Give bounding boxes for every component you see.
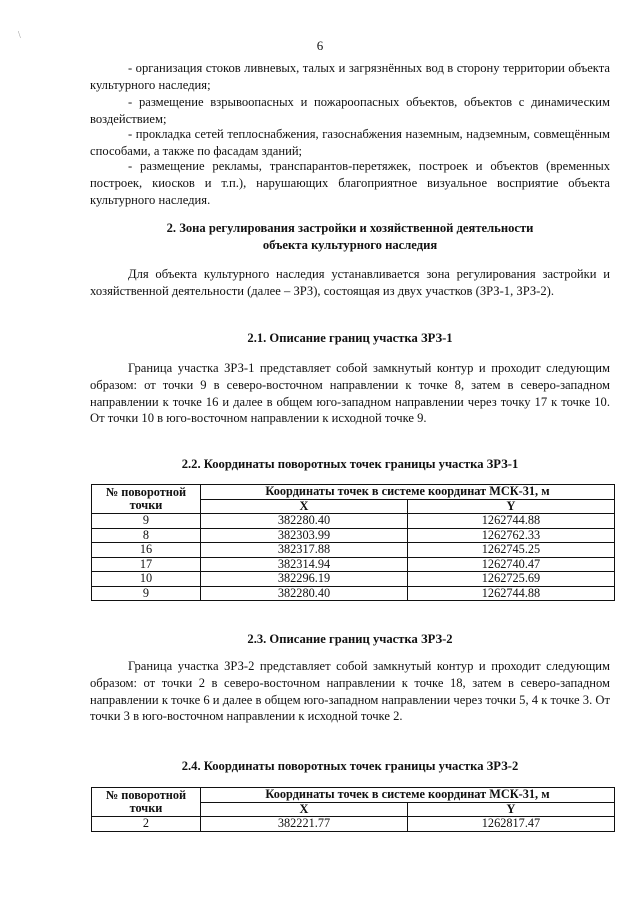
scan-mark: \: [18, 30, 21, 41]
section-2-4-title: 2.4. Координаты поворотных точек границы участка ЗРЗ-2: [181, 759, 519, 773]
y-coordinate-cell: 1262725.69: [408, 572, 615, 587]
point-number-cell: 9: [92, 586, 201, 601]
bullet-paragraph-3: - прокладка сетей теплоснабжения, газоснабжения наземным, надземным, совмещённым способами, а также по фасадам зданий;: [90, 127, 610, 158]
point-number-cell: 9: [92, 514, 201, 529]
header-x: X: [201, 802, 408, 817]
section-2-3-text: Граница участка ЗРЗ-2 представляет собой замкнутый контур и проходит следующим образом: от точки 2 в северо-восточном направлении к точке 18, затем в северо-западном направлении к точке 6 и далее в общем юго-западном направлении через точки 5, 4 к точке 3. От точки 3 в юго-восточном направлении к исходной точке 2.: [90, 659, 610, 724]
x-coordinate-cell: 382296.19: [201, 572, 408, 587]
point-number-cell: 8: [92, 528, 201, 543]
table-row: [92, 817, 615, 832]
section-2-title: [90, 220, 610, 253]
table-row: [92, 586, 615, 601]
bullet-paragraph-2: - размещение взрывоопасных и пожароопасных объектов, объектов с динамическим воздействием;: [90, 95, 610, 126]
header-x: X: [201, 499, 408, 514]
header-coordinates: Координаты точек в системе координат МСК-31, м: [201, 485, 615, 500]
y-coordinate-cell: 1262817.47: [408, 817, 615, 832]
bullet-paragraph-4: - размещение рекламы, транспарантов-перетяжек, построек и объектов (временных построек, киосков и т.п.), нарушающих благоприятное визуальное восприятие объекта культурного наследия.: [90, 159, 610, 207]
section-2-title-line-2: объекта культурного наследия: [262, 237, 438, 252]
point-number-cell: 17: [92, 557, 201, 572]
section-2-text: Для объекта культурного наследия устанавливается зона регулирования застройки и хозяйственной деятельности (далее – ЗРЗ), состоящая из двух участков (ЗРЗ-1, ЗРЗ-2).: [90, 267, 610, 298]
y-coordinate-cell: 1262745.25: [408, 543, 615, 558]
y-coordinate-cell: 1262762.33: [408, 528, 615, 543]
table-row: [92, 557, 615, 572]
point-number-cell: 10: [92, 572, 201, 587]
coordinates-table-zrz2: [91, 787, 615, 832]
section-2-1-text: Граница участка ЗРЗ-1 представляет собой замкнутый контур и проходит следующим образом: от точки 9 в северо-восточном направлении к точке 8, затем в северо-западном направлении к точке 16 и далее в общем юго-западном направлении через точку 17 к точке 10. От точки 10 в юго-восточном направлении к исходной точке 9.: [90, 361, 610, 426]
y-coordinate-cell: 1262744.88: [408, 586, 615, 601]
section-2-title-line-1: 2. Зона регулирования застройки и хозяйственной деятельности: [166, 221, 534, 235]
table-row: [92, 514, 615, 529]
x-coordinate-cell: 382314.94: [201, 557, 408, 572]
section-2-2-title: 2.2. Координаты поворотных точек границы участка ЗРЗ-1: [181, 457, 519, 471]
y-coordinate-cell: 1262744.88: [408, 514, 615, 529]
header-y: Y: [408, 802, 615, 817]
header-coordinates: Координаты точек в системе координат МСК-31, м: [201, 788, 615, 803]
x-coordinate-cell: 382221.77: [201, 817, 408, 832]
page-number: 6: [316, 38, 324, 53]
section-2-3-title: 2.3. Описание границ участка ЗРЗ-2: [247, 632, 453, 646]
table-row: [92, 543, 615, 558]
header-y: Y: [408, 499, 615, 514]
x-coordinate-cell: 382280.40: [201, 586, 408, 601]
x-coordinate-cell: 382303.99: [201, 528, 408, 543]
coordinates-table-zrz1: [91, 484, 615, 601]
header-point-number: № поворотной точки: [92, 788, 201, 817]
x-coordinate-cell: 382280.40: [201, 514, 408, 529]
x-coordinate-cell: 382317.88: [201, 543, 408, 558]
section-2-1-title: 2.1. Описание границ участка ЗРЗ-1: [247, 331, 453, 345]
table-row: [92, 572, 615, 587]
point-number-cell: 16: [92, 543, 201, 558]
bullet-paragraph-1: - организация стоков ливневых, талых и загрязнённых вод в сторону территории объекта культурного наследия;: [90, 61, 610, 92]
y-coordinate-cell: 1262740.47: [408, 557, 615, 572]
header-point-number: № поворотной точки: [92, 485, 201, 514]
table-row: [92, 528, 615, 543]
point-number-cell: 2: [92, 817, 201, 832]
